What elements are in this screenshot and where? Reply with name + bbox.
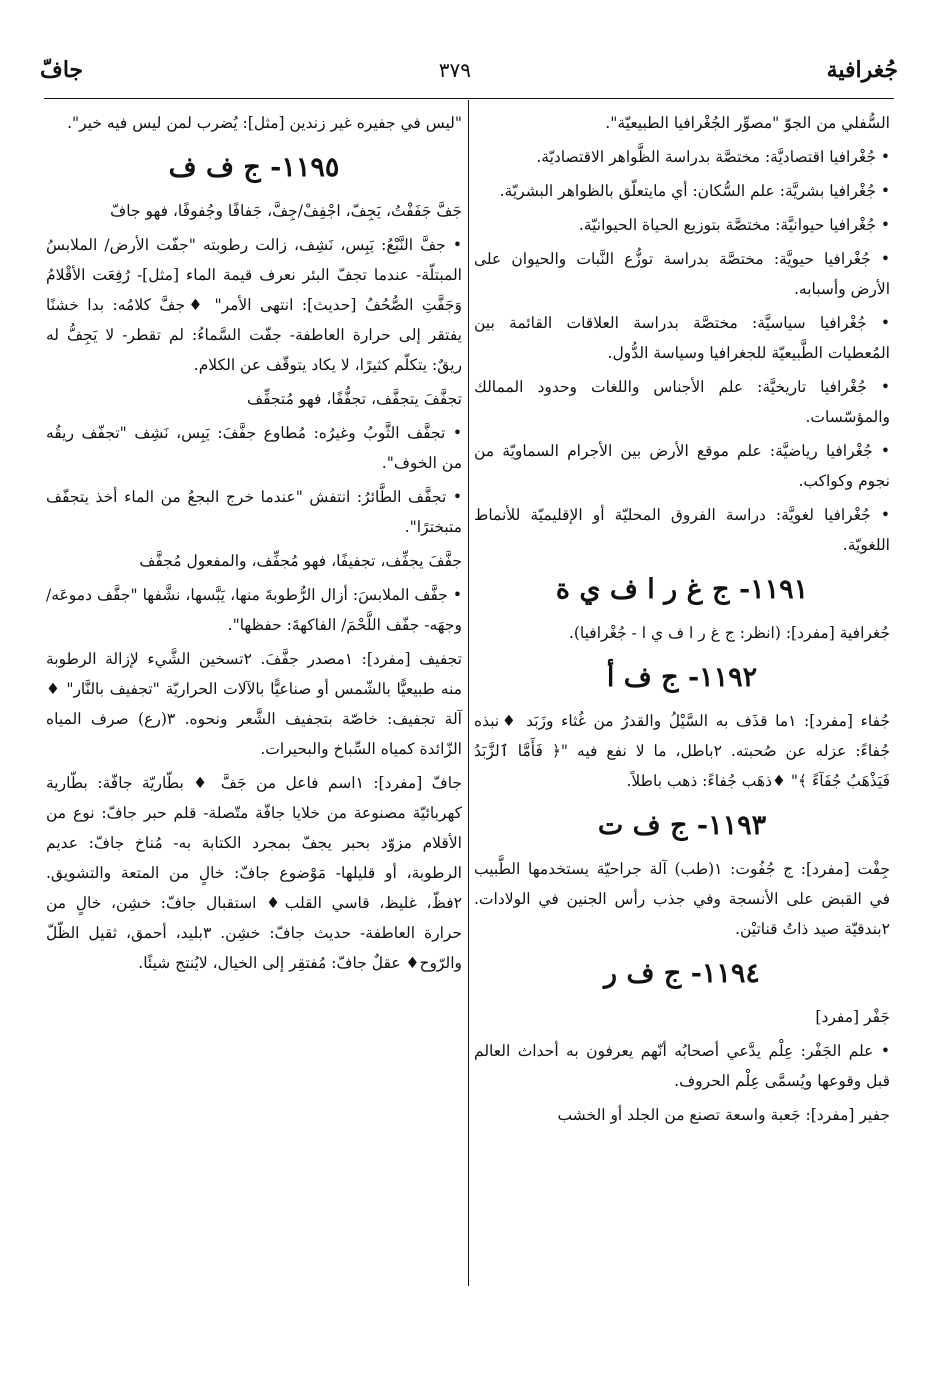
entry-jaff: جافّ [مفرد]: ١اسم فاعل من جَفَّ ♦ بطّاريّة جافّة: بطّارية كهربائيّة مصنوعة من خلايا جافّة متّصلة- قلم حبر جافّ: نوع من الأقلام مزوّد بحبر يجفّ بمجرد الكتابة به- مُناخ جافّ: عديم الرطوبة، أو قليلها- مَوْضوع جافّ: خالٍ من المتعة والتشويق. ٢فظّ، غليظ، قاسي القلب♦ استقبال جافّ: خشِن، خالٍ من حرارة العاطفة- حديث جافّ: خشِن. ٣بليد، أحمق، ثقيل الظّلّ والرّوح♦ عقلٌ جافّ: مُفتقِر إلى الخيال، لايُنتج شيئًا. — [46, 774, 463, 972]
definition-line: • جُغْرافيا اقتصاديَّة: مختصَّة بدراسة الظَّواهر الاقتصاديّة. — [536, 148, 890, 166]
definition-line: • جُغْرافيا رياضيَّة: علم موقع الأرض بين الأجرام السماويّة من نجوم وكواكب. — [474, 442, 890, 490]
definition-line: • تجفَّف الطَّائرُ: انتفش "عندما خرج البجعُ من الماء أخذ يتجفّف متبخترًا". — [46, 488, 462, 536]
definition-line: • جفَّف الملابسَ: أزال الرُّطوبةَ منها، يَبَّسها، نشَّفها "جفَّف دموعَه/ وجهَه- جفّف اللَّحْمَ/ الفاكهةَ: حفظها". — [46, 586, 462, 634]
definition-line: • جُغْرافيا تاريخيَّة: علم الأجناس واللغات وحدود الممالك والمؤسّسات. — [474, 378, 890, 426]
definition-line: السُّفلي من الجوّ "مصوِّر الجُغْرافيا الطبيعيّة". — [605, 114, 890, 132]
root-heading-1194: ١١٩٤- ج ف ر — [604, 958, 760, 989]
header-left-word: جافّ — [40, 57, 84, 83]
page-number: ٣٧٩ — [438, 58, 471, 82]
definition-line: • جُغْرافيا حيويَّة: مختصَّة بدراسة توزُّع النَّبات والحيوان على الأرض وأسبابه. — [474, 250, 890, 298]
entry-jafr: جَفْر [مفرد] — [815, 1008, 890, 1026]
definition-line: "ليس في جفيره غير زندين [مثل]: يُضرب لمن ليس فيه خير". — [67, 114, 462, 132]
root-heading-1191: ١١٩١- ج غ ر ا ف ي ة — [555, 574, 809, 605]
header-rule — [44, 98, 894, 99]
definition-line: • جُغْرافيا بشريَّة: علم السُّكان: أي مايتعلّق بالظواهر البشريّة. — [499, 182, 890, 200]
definition-line: • جُغْرافيا سياسيَّة: مختصَّة بدراسة العلاقات القائمة بين المُعطيات الطَّبيعيّة للجغرافيا وسياسة الدُّول. — [474, 314, 890, 362]
right-column — [474, 108, 890, 1134]
root-heading-1195: ١١٩٥- ج ف ف — [168, 152, 340, 183]
definition-line: • تجفَّف الثَّوبُ وغيرُه: مُطاوع جفَّفَ: يَبِس، نَشِف "تجفّف ريقُه من الخوف". — [46, 424, 462, 472]
definition-line: • جفَّ النَّبْعُ: يَبِس، نَشِف، زالت رطوبته "جفّت الأرض/ الملابسُ المبتلّة- عندما تجفّ البئر نعرف قيمة الماء [مثل]- رُفِعَت الأقْلامُ وَجَفَّتِ الصُّحُفُ [حديث]: انتهى الأمر" ♦جفَّ كلامُه: بدا خشنًا يفتقر إلى حرارة العاطفة- جفّت السَّماءُ: لم تقطر- لا يَجِفُّ له ريقٌ: يتكلّم كثيرًا، لا يكاد يتوقّف عن الكلام. — [46, 236, 462, 374]
entry-jufa: جُفاء [مفرد]: ١ما قذَف به السَّيْلُ والقدرُ من غُثاء وزَبَد ♦نبذه جُفاءً: عزله عن صُحبته. ٢باطل، ما لا نفع فيه "﴿ فَأَمَّا ٱلزَّبَدُ فَيَذْهَبُ جُفَآءً ﴾" ♦ذهَب جُفاءً: ذهب باطلاً. — [474, 712, 891, 790]
page-header — [40, 50, 898, 90]
definition-line: • جُغْرافيا لغويَّة: دراسة الفروق المحليّة أو الإقليميّة للأنماط اللغويّة. — [474, 506, 890, 554]
entry-tajfif: تجفيف [مفرد]: ١مصدر جفَّفَ. ٢تسخين الشَّيء لإزالة الرطوبة منه طبيعيًّا بالشّمس أو صناعيًّا بالآلات الحراريّة "تجفيف بالنَّار" ♦ آلة تجفيف: خاصّة بتجفيف الشَّعر ونحوه. ٣(رع) صرف المياه الزّائدة كمياه السِّباخ والبحيرات. — [46, 650, 462, 758]
entry-jughrafiya: جُغرافية [مفرد]: (انظر: ج غ ر ا ف ي ا - جُغْرافيا). — [568, 624, 890, 642]
entry-jafir: جفير [مفرد]: جَعبة واسعة تصنع من الجلد أو الخشب — [557, 1106, 890, 1124]
definition-line: • علم الجَفْر: عِلْم يدَّعي أصحابُه أنّهم يعرفون به أحداث العالم قبل وقوعها ويُسمَّى عِلْم الحروف. — [474, 1042, 890, 1090]
root-heading-1193: ١١٩٣- ج ف ت — [597, 810, 767, 841]
entry-jaffa: جَفَّ جَفَفْتُ، يَجِفّ، اجْفِفْ/جِفَّ، جَفافًا وجُفوفًا، فهو جافّ — [110, 202, 462, 220]
left-column — [46, 108, 462, 982]
entry-tajaffafa: تجفَّفَ يتجفَّف، تجفُّفًا، فهو مُتجفِّف — [247, 390, 462, 408]
header-right-word: جُغرافية — [826, 57, 898, 83]
entry-jaffafa: جفَّفَ يجفِّف، تجفيفًا، فهو مُجفِّف، والمفعول مُجفَّف — [139, 552, 462, 570]
root-heading-1192: ١١٩٢- ج ف أ — [606, 662, 758, 693]
definition-line: • جُغْرافيا حيوانيَّة: مختصَّة بتوزيع الحياة الحيوانيّة. — [578, 216, 890, 234]
column-divider — [468, 100, 469, 1286]
entry-jift: جِفْت [مفرد]: ج جُفُوت: ١(طب) آلة جراحيّة يستخدمها الطَّبيب في القبض على الأنسجة وفي جذب رأس الجنين في الولادات. ٢بندقيّة صيد ذاتُ قناتيْن. — [474, 860, 890, 938]
